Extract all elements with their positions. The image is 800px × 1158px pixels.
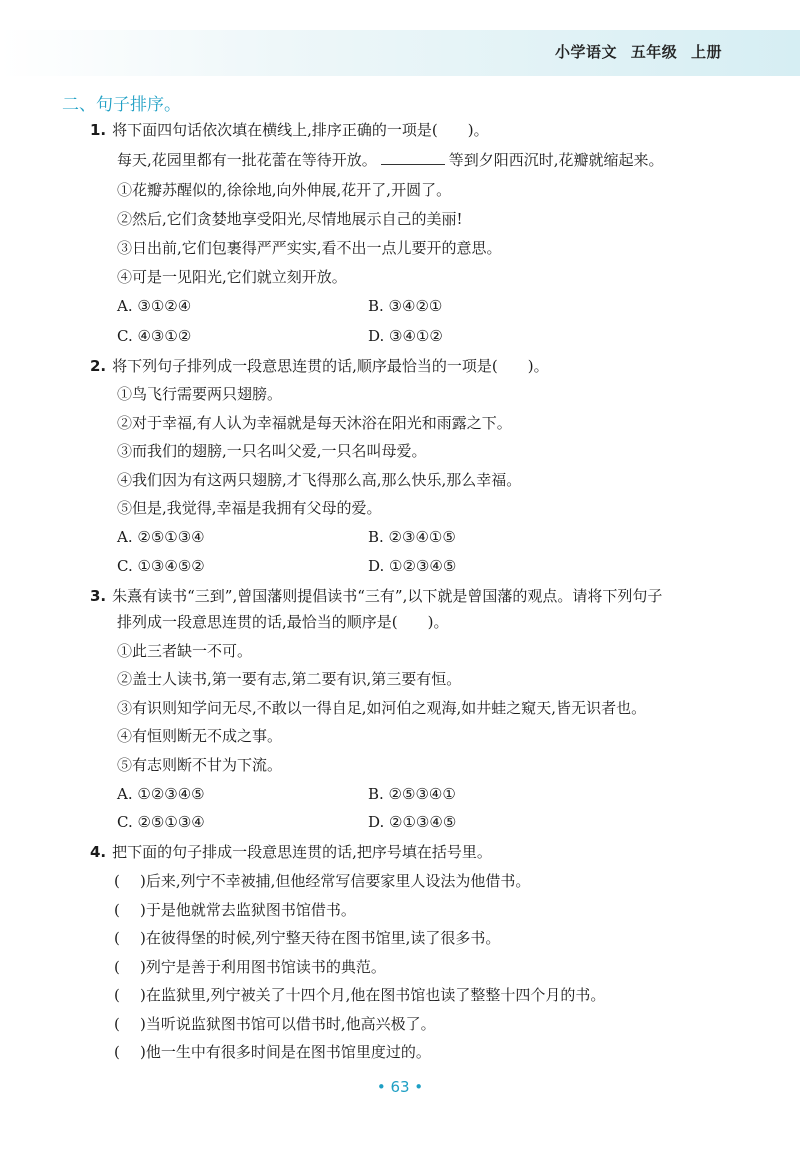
question-number: 1. xyxy=(90,121,107,139)
option-c[interactable]: C. ②⑤①③④ xyxy=(117,813,205,831)
option-a[interactable]: A. ①②③④⑤ xyxy=(117,785,205,803)
option-c[interactable]: C. ④③①② xyxy=(117,327,192,345)
order-answer-box[interactable]: ( xyxy=(114,929,120,947)
section-title: 二、句子排序。 xyxy=(62,95,181,115)
question-number: 4. xyxy=(90,843,107,861)
question-text: 朱熹有读书“三到”,曾国藩则提倡读书“三有”,以下就是曾国藩的观点。请将下列句子 xyxy=(112,587,663,605)
order-item-text: )当听说监狱图书馆可以借书时,他高兴极了。 xyxy=(140,1015,436,1033)
sentence-item: ④我们因为有这两只翅膀,才飞得那么高,那么快乐,那么幸福。 xyxy=(117,471,522,489)
sentence-item: ①此三者缺一不可。 xyxy=(117,642,253,660)
option-d[interactable]: D. ②①③④⑤ xyxy=(368,813,457,831)
order-answer-box[interactable]: ( xyxy=(114,986,120,1004)
sentence-item: ①花瓣苏醒似的,徐徐地,向外伸展,花开了,开圆了。 xyxy=(117,181,452,199)
sentence-item: ③日出前,它们包裹得严严实实,看不出一点儿要开的意思。 xyxy=(117,239,502,257)
question-number: 3. xyxy=(90,587,107,605)
sentence-item: ①鸟飞行需要两只翅膀。 xyxy=(117,385,283,403)
order-item-text: )在彼得堡的时候,列宁整天待在图书馆里,读了很多书。 xyxy=(140,929,501,947)
option-d[interactable]: D. ①②③④⑤ xyxy=(368,557,457,575)
order-answer-box[interactable]: ( xyxy=(114,901,120,919)
order-item xyxy=(114,985,605,1005)
question-1-passage xyxy=(117,150,664,170)
question-text: 将下列句子排列成一段意思连贯的话,顺序最恰当的一项是( )。 xyxy=(112,357,549,375)
option-b[interactable]: B. ②⑤③④① xyxy=(368,785,456,803)
sentence-item: ②对于幸福,有人认为幸福就是每天沐浴在阳光和雨露之下。 xyxy=(117,414,512,432)
order-answer-box[interactable]: ( xyxy=(114,872,120,890)
sentence-item: ③有识则知学问无尽,不敢以一得自足,如河伯之观海,如井蛙之窥天,皆无识者也。 xyxy=(117,699,647,717)
question-4-stem xyxy=(90,842,492,862)
sentence-item: ④可是一见阳光,它们就立刻开放。 xyxy=(117,268,347,286)
question-text: 把下面的句子排成一段意思连贯的话,把序号填在括号里。 xyxy=(112,843,492,861)
order-answer-box[interactable]: ( xyxy=(114,1043,120,1061)
order-item xyxy=(114,1014,436,1034)
fill-blank[interactable] xyxy=(381,150,445,165)
sentence-item: ③而我们的翅膀,一只名叫父爱,一只名叫母爱。 xyxy=(117,442,427,460)
order-item xyxy=(114,900,356,920)
option-d[interactable]: D. ③④①② xyxy=(368,327,443,345)
header-title: 小学语文 五年级 上册 xyxy=(555,43,722,61)
question-text: 将下面四句话依次填在横线上,排序正确的一项是( )。 xyxy=(112,121,489,139)
order-item xyxy=(114,1042,431,1062)
option-b[interactable]: B. ③④②① xyxy=(368,297,443,315)
passage-part-b: 等到夕阳西沉时,花瓣就缩起来。 xyxy=(448,151,664,169)
option-a[interactable]: A. ③①②④ xyxy=(117,297,192,315)
order-item xyxy=(114,957,386,977)
order-item-text: )列宁是善于利用图书馆读书的典范。 xyxy=(140,958,386,976)
sentence-item: ④有恒则断无不成之事。 xyxy=(117,727,283,745)
question-number: 2. xyxy=(90,357,107,375)
option-c[interactable]: C. ①③④⑤② xyxy=(117,557,205,575)
order-item-text: )在监狱里,列宁被关了十四个月,他在图书馆也读了整整十四个月的书。 xyxy=(140,986,606,1004)
question-1-stem xyxy=(90,120,489,140)
order-item-text: )后来,列宁不幸被捕,但他经常写信要家里人设法为他借书。 xyxy=(140,872,531,890)
sentence-item: ②然后,它们贪婪地享受阳光,尽情地展示自己的美丽! xyxy=(117,210,463,228)
order-item-text: )他一生中有很多时间是在图书馆里度过的。 xyxy=(140,1043,431,1061)
order-item-text: )于是他就常去监狱图书馆借书。 xyxy=(140,901,356,919)
page-number: • 63 • xyxy=(376,1078,424,1096)
passage-part-a: 每天,花园里都有一批花蕾在等待开放。 xyxy=(117,151,377,169)
question-2-stem xyxy=(90,356,549,376)
question-3-stem xyxy=(90,586,662,606)
option-b[interactable]: B. ②③④①⑤ xyxy=(368,528,456,546)
sentence-item: ⑤但是,我觉得,幸福是我拥有父母的爱。 xyxy=(117,499,382,517)
order-item xyxy=(114,871,530,891)
option-a[interactable]: A. ②⑤①③④ xyxy=(117,528,205,546)
question-3-stem-cont: 排列成一段意思连贯的话,最恰当的顺序是( )。 xyxy=(117,613,449,631)
sentence-item: ②盖士人读书,第一要有志,第二要有识,第三要有恒。 xyxy=(117,670,462,688)
sentence-item: ⑤有志则断不甘为下流。 xyxy=(117,756,283,774)
order-item xyxy=(114,928,500,948)
order-answer-box[interactable]: ( xyxy=(114,1015,120,1033)
order-answer-box[interactable]: ( xyxy=(114,958,120,976)
